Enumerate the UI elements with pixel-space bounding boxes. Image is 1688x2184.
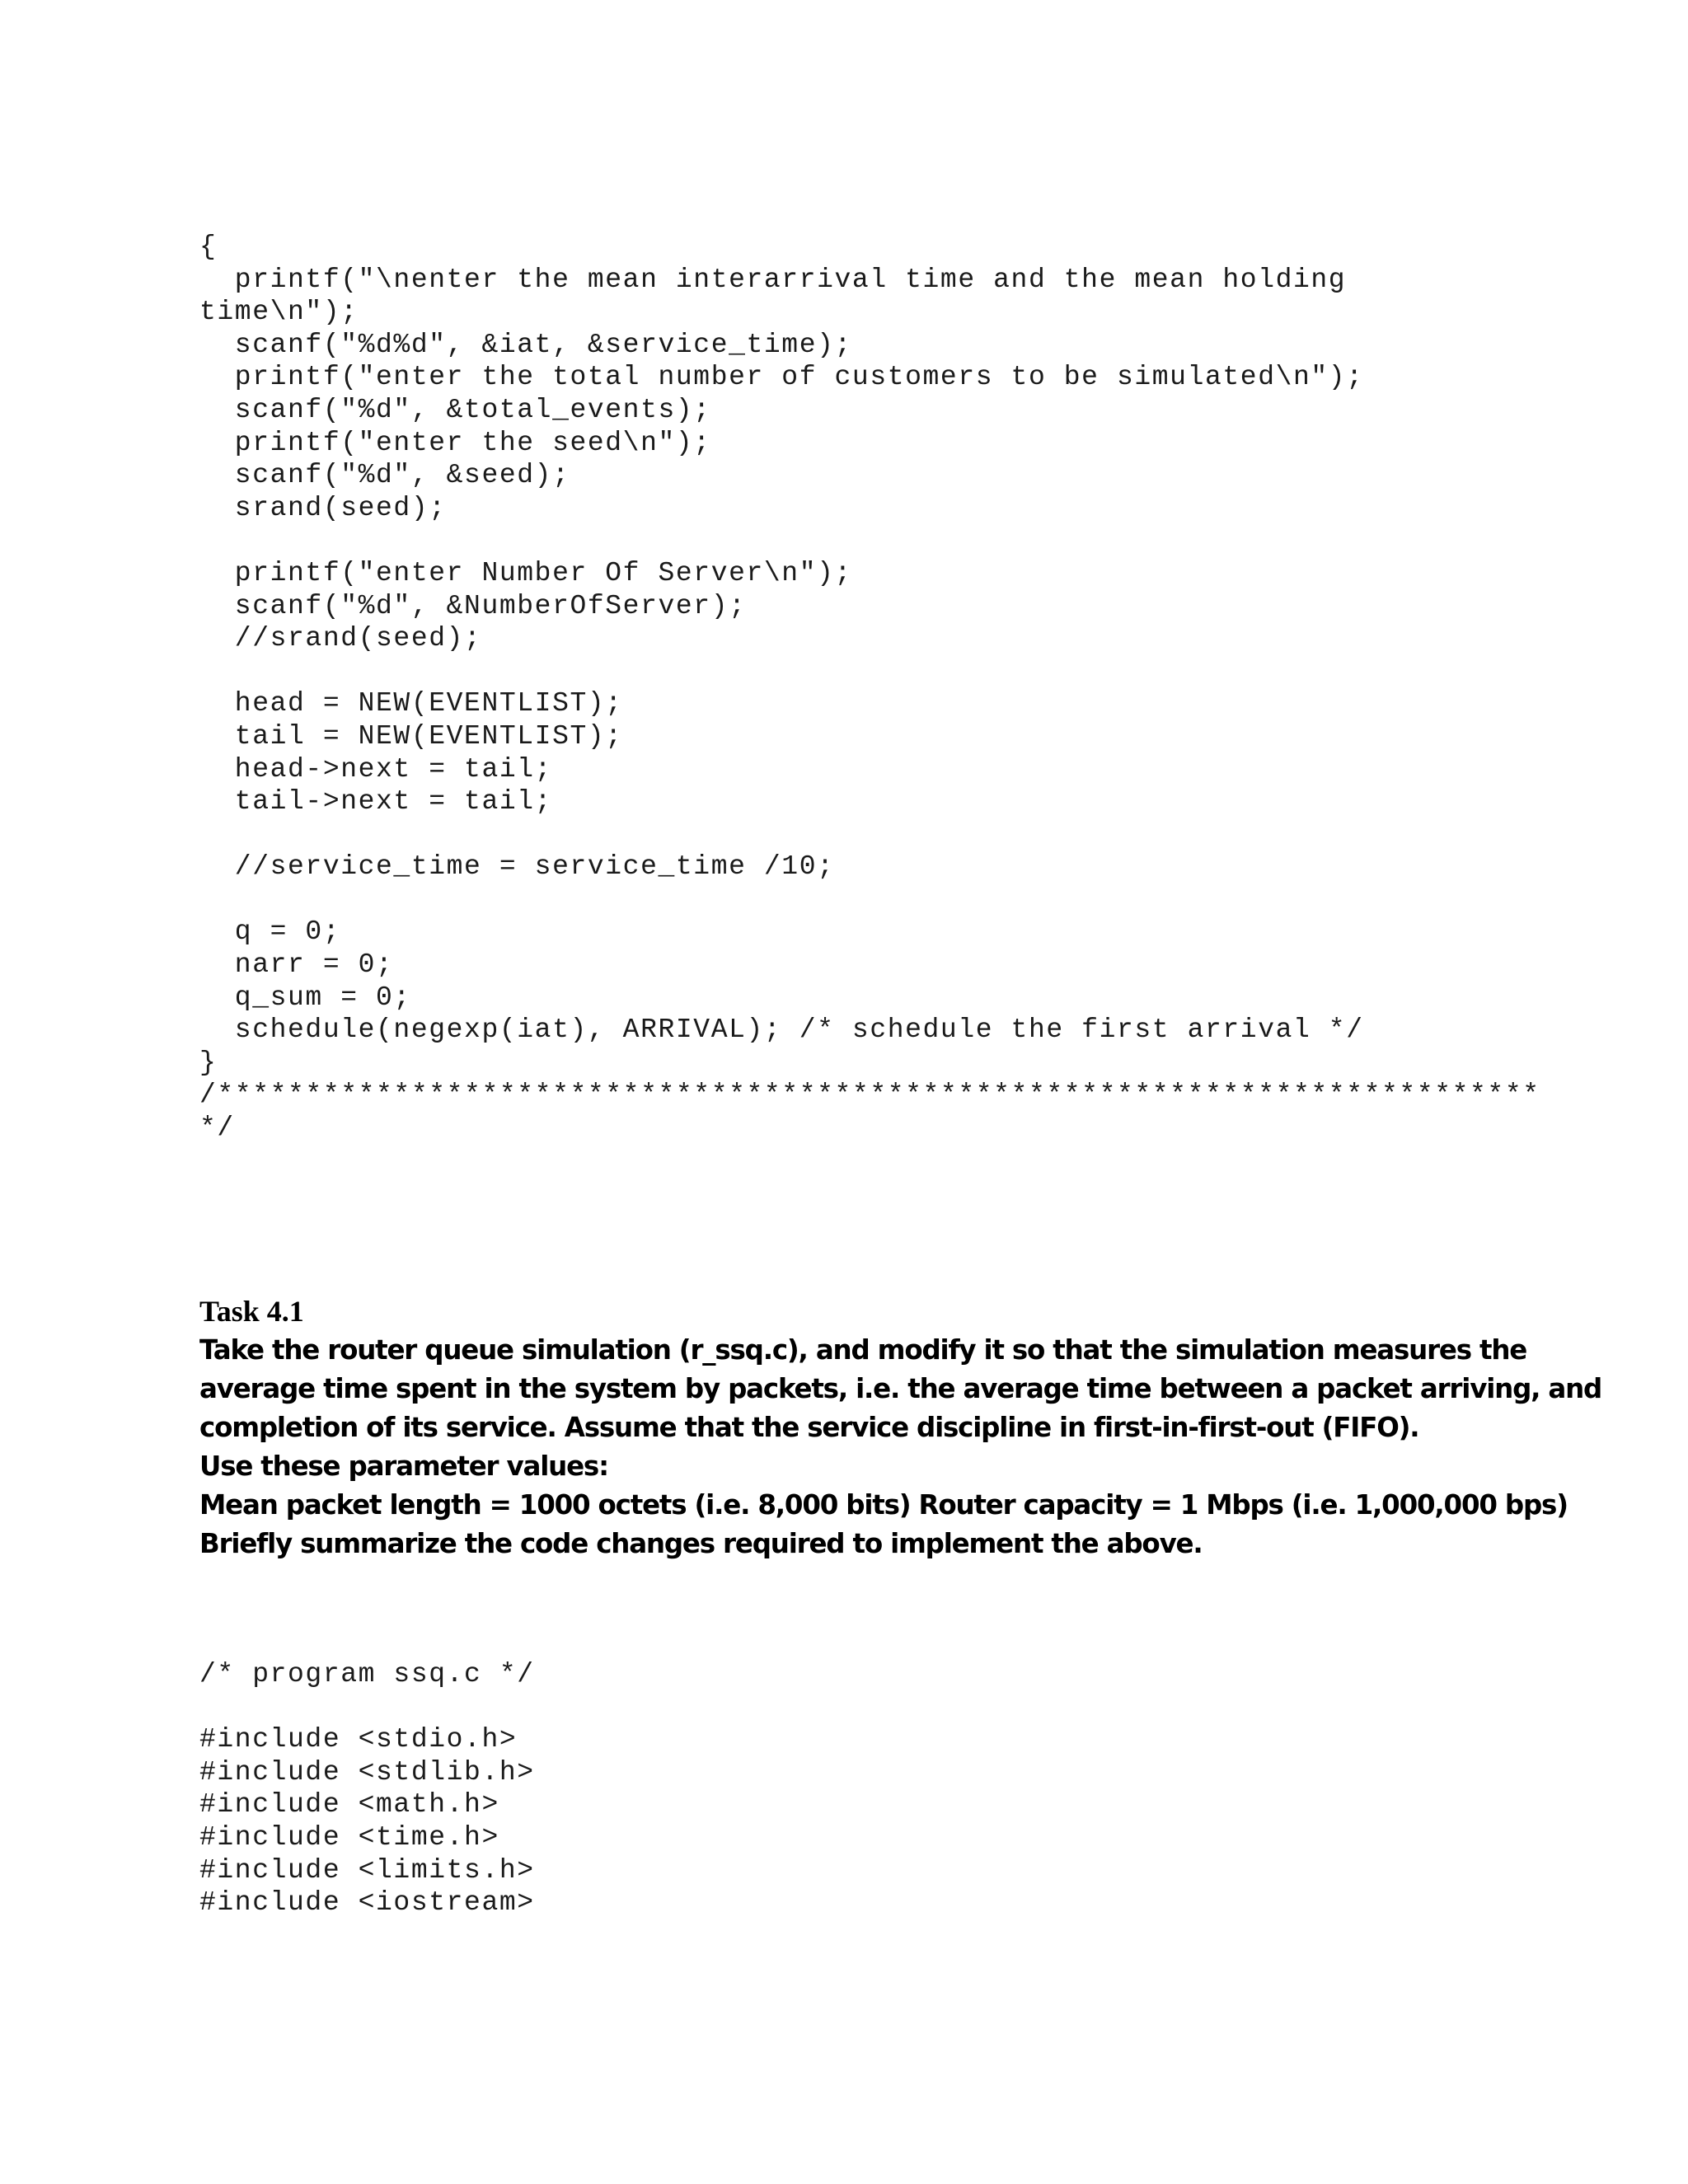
code-line: printf("enter the seed\n"); bbox=[199, 427, 711, 458]
task-text-line: Take the router queue simulation (r_ssq.c), and modify it so that the simulation measures the bbox=[199, 1334, 1527, 1366]
code-line: #include <stdio.h> bbox=[199, 1724, 518, 1755]
code-line bbox=[199, 524, 1540, 557]
code-line bbox=[199, 1691, 535, 1724]
code-line: q_sum = 0; bbox=[199, 982, 411, 1013]
code-line: scanf("%d", &NumberOfServer); bbox=[199, 590, 747, 621]
code-line: tail->next = tail; bbox=[199, 786, 553, 818]
code-line: { bbox=[199, 232, 218, 262]
code-line: head = NEW(EVENTLIST); bbox=[199, 688, 623, 719]
code-line: time\n"); bbox=[199, 297, 359, 328]
code-line: /* program ssq.c */ bbox=[199, 1659, 535, 1690]
code-listing-includes bbox=[199, 1658, 535, 1919]
task-heading: Task 4.1 bbox=[199, 1295, 304, 1328]
code-line: scanf("%d", &seed); bbox=[199, 460, 570, 491]
code-line: /*************************************************************************** bbox=[199, 1080, 1540, 1111]
code-line: tail = NEW(EVENTLIST); bbox=[199, 720, 623, 752]
code-line: //service_time = service_time /10; bbox=[199, 851, 835, 883]
code-line: scanf("%d%d", &iat, &service_time); bbox=[199, 329, 852, 360]
code-line bbox=[199, 883, 1540, 916]
code-line: #include <time.h> bbox=[199, 1821, 499, 1853]
code-line: } bbox=[199, 1047, 218, 1078]
code-line: //srand(seed); bbox=[199, 623, 482, 654]
code-line: printf("\nenter the mean interarrival time and the mean holding bbox=[199, 264, 1347, 295]
code-line bbox=[199, 818, 1540, 851]
task-text-line: completion of its service. Assume that the service discipline in first-in-first-out (FIFO). bbox=[199, 1412, 1419, 1443]
code-line: q = 0; bbox=[199, 916, 341, 948]
code-line: */ bbox=[199, 1113, 235, 1144]
task-text-line: Mean packet length = 1000 octets (i.e. 8,000 bits) Router capacity = 1 Mbps (i.e. 1,000,000 bps) bbox=[199, 1489, 1568, 1521]
code-line bbox=[199, 655, 1540, 688]
code-line: #include <iostream> bbox=[199, 1887, 535, 1919]
code-line: #include <math.h> bbox=[199, 1789, 499, 1821]
task-text-line: Briefly summarize the code changes required to implement the above. bbox=[199, 1528, 1203, 1559]
code-line: printf("enter Number Of Server\n"); bbox=[199, 557, 852, 588]
code-line: #include <stdlib.h> bbox=[199, 1756, 535, 1788]
task-section bbox=[199, 1292, 1602, 1563]
code-line: printf("enter the total number of customers to be simulated\n"); bbox=[199, 362, 1364, 393]
task-text-line: Use these parameter values: bbox=[199, 1451, 608, 1482]
code-line: schedule(negexp(iat), ARRIVAL); /* schedule the first arrival */ bbox=[199, 1015, 1364, 1046]
code-line: srand(seed); bbox=[199, 492, 447, 523]
code-line: scanf("%d", &total_events); bbox=[199, 394, 711, 425]
code-line: narr = 0; bbox=[199, 949, 394, 981]
code-line: head->next = tail; bbox=[199, 753, 553, 785]
code-line: #include <limits.h> bbox=[199, 1854, 535, 1886]
code-listing-main-setup bbox=[199, 231, 1540, 1145]
task-text-line: average time spent in the system by packets, i.e. the average time between a packet arriving, and bbox=[199, 1373, 1602, 1404]
